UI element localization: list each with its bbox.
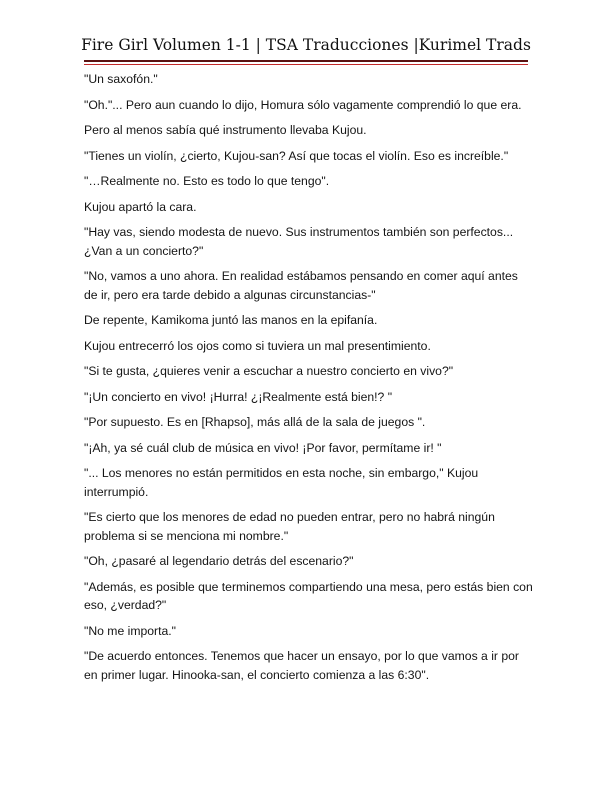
paragraph: "Hay vas, siendo modesta de nuevo. Sus instrumentos también son perfectos... ¿Van a un concierto?"	[84, 225, 514, 258]
paragraph: "Oh, ¿pasaré al legendario detrás del escenario?"	[84, 554, 354, 568]
paragraph: Pero al menos sabía qué instrumento llevaba Kujou.	[84, 123, 367, 137]
paragraph: "¡Un concierto en vivo! ¡Hurra! ¿¡Realmente está bien!? "	[84, 389, 393, 404]
paragraph: "Si te gusta, ¿quieres venir a escuchar a nuestro concierto en vivo?"	[84, 364, 454, 378]
paragraph: "Un saxofón."	[84, 72, 158, 86]
paragraph: "…Realmente no. Esto es todo lo que tengo".	[84, 174, 330, 188]
paragraph: Kujou entrecerró los ojos como si tuviera un mal presentimiento.	[84, 338, 431, 353]
paragraph: "Tienes un violín, ¿cierto, Kujou-san? Así que tocas el violín. Eso es increíble."	[84, 148, 509, 163]
paragraph: Kujou apartó la cara.	[84, 199, 197, 214]
paragraph: "No me importa."	[84, 623, 176, 638]
paragraph: "No, vamos a uno ahora. En realidad estábamos pensando en comer aquí antes de ir, pero era tarde debido a algunas circunstancias-"	[84, 269, 518, 302]
paragraph: "Oh."... Pero aun cuando lo dijo, Homura sólo vagamente comprendió lo que era.	[84, 97, 522, 112]
body-text	[84, 70, 534, 691]
paragraph: "Por supuesto. Es en [Rhapso], más allá de la sala de juegos ".	[84, 415, 426, 429]
header-rule-dark	[84, 60, 528, 62]
paragraph: "Además, es posible que terminemos compartiendo una mesa, pero estás bien con eso, ¿verdad?"	[84, 579, 533, 612]
header-title: Fire Girl Volumen 1-1 | TSA Traducciones |Kurimel Trads	[81, 36, 531, 54]
paragraph: De repente, Kamikoma juntó las manos en la epifanía.	[84, 313, 378, 327]
header-rule-red	[84, 64, 528, 65]
paragraph: "Es cierto que los menores de edad no pueden entrar, pero no habrá ningún problema si se menciona mi nombre."	[84, 510, 495, 543]
paragraph: "De acuerdo entonces. Tenemos que hacer un ensayo, por lo que vamos a ir por en primer lugar. Hinooka-san, el concierto comienza a las 6:30".	[84, 649, 519, 682]
paragraph: "... Los menores no están permitidos en esta noche, sin embargo," Kujou interrumpió.	[84, 466, 479, 499]
paragraph: "¡Ah, ya sé cuál club de música en vivo! ¡Por favor, permítame ir! "	[84, 440, 442, 455]
